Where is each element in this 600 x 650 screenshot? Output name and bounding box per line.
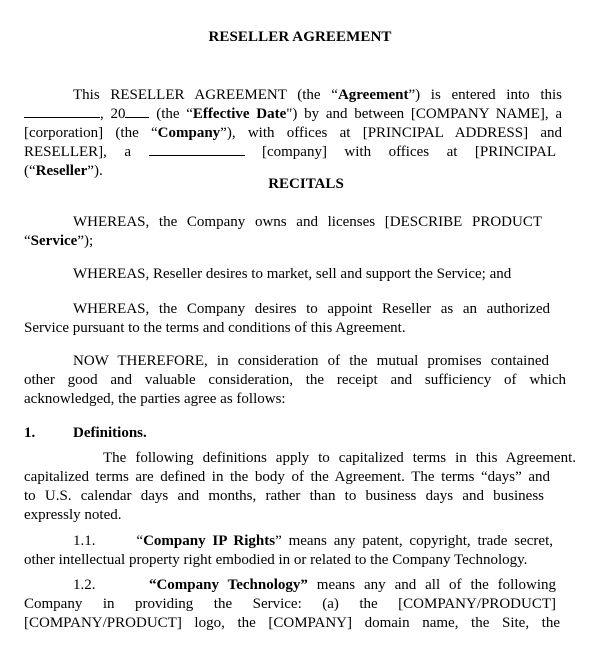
now-therefore-line-3: acknowledged, the parties agree as follows: — [24, 391, 286, 407]
definitions-paragraph — [24, 449, 576, 525]
year-blank — [125, 105, 149, 118]
whereas-1-line-1: WHEREAS, the Company owns and licenses [DESCRIBE PRODUCT — [73, 214, 542, 230]
now-therefore-line-2: other good and valuable consideration, the receipt and sufficiency of which — [24, 372, 566, 388]
recitals-heading: RECITALS — [268, 176, 344, 192]
intro-line-4: RESELLER], a [company] with offices at [PRINCIPAL — [24, 144, 556, 160]
section-1-number: 1. — [24, 425, 36, 441]
definition-1-1 — [24, 532, 562, 570]
now-therefore — [24, 352, 566, 409]
whereas-3-line-2: Service pursuant to the terms and conditions of this Agreement. — [24, 320, 406, 336]
definitions-line-2: capitalized terms are defined in the body of the Agreement. The terms “days” and — [24, 469, 550, 485]
definition-1-2-line-3: [COMPANY/PRODUCT] logo, the [COMPANY] domain name, the Site, the — [24, 615, 560, 631]
definitions-line-1: The following definitions apply to capitalized terms in this Agreement. — [103, 450, 576, 466]
intro-line-1: This RESELLER AGREEMENT (the “Agreement”) is entered into this — [73, 87, 562, 103]
intro-line-3: [corporation] (the “Company”), with offices at [PRINCIPAL ADDRESS] and — [24, 125, 562, 141]
definitions-line-3: to U.S. calendar days and months, rather than to business days and business — [24, 488, 544, 504]
reseller-blank — [149, 143, 245, 156]
definition-1-2-line-2: Company in providing the Service: (a) the [COMPANY/PRODUCT] — [24, 596, 556, 612]
date-blank — [24, 105, 100, 118]
intro-line-2: , 20 (the “Effective Date") by and between [COMPANY NAME], a — [24, 105, 562, 124]
whereas-1-line-2: “Service”); — [24, 233, 94, 249]
definition-1-2 — [24, 576, 560, 633]
whereas-3-line-1: WHEREAS, the Company desires to appoint Reseller as an authorized — [73, 301, 550, 317]
whereas-2-line-1: WHEREAS, Reseller desires to market, sell and support the Service; and — [73, 266, 512, 282]
section-1-title: Definitions. — [73, 425, 147, 441]
intro-line-5: (“Reseller”). — [24, 163, 103, 179]
definitions-line-4: expressly noted. — [24, 507, 122, 523]
definition-1-2-line-1: 1.2. “Company Technology” means any and all of the following — [73, 577, 557, 593]
whereas-3 — [24, 300, 550, 338]
now-therefore-line-1: NOW THEREFORE, in consideration of the mutual promises contained — [73, 353, 549, 369]
intro-paragraph — [24, 86, 562, 181]
whereas-1 — [24, 213, 542, 251]
document-title: RESELLER AGREEMENT — [208, 29, 392, 45]
definition-1-1-line-1: 1.1. “Company IP Rights” means any patent, copyright, trade secret, — [73, 533, 553, 549]
definition-1-1-line-2: other intellectual property right embodied in or related to the Company Technology. — [24, 552, 528, 568]
whereas-2 — [24, 265, 562, 284]
